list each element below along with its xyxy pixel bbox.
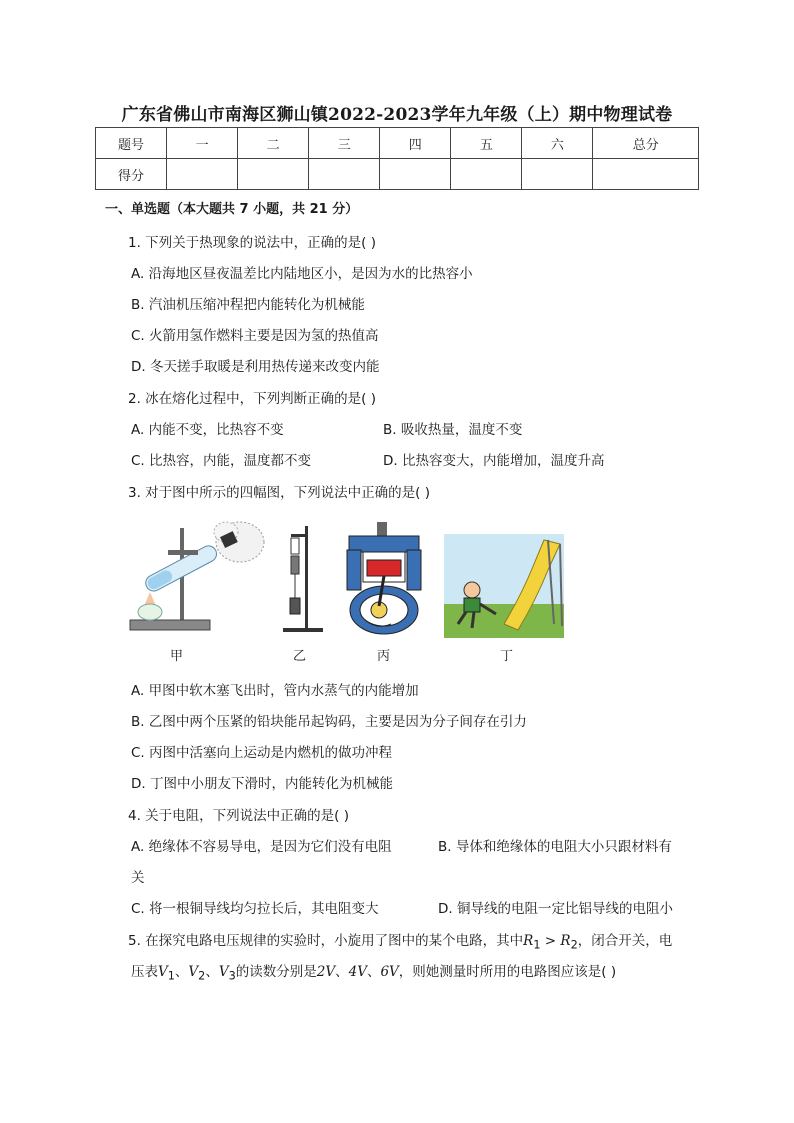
q5-stem-line2 bbox=[131, 960, 616, 983]
score-cell[interactable] bbox=[309, 159, 380, 190]
q5-stem-line1 bbox=[128, 929, 672, 952]
q5-reading-1: 2V bbox=[316, 964, 336, 980]
figure-jia-test-tube bbox=[128, 520, 268, 638]
q5-voltmeter-v3: V bbox=[218, 964, 229, 980]
q3-option-a: A. 甲图中软木塞飞出时，管内水蒸气的内能增加 bbox=[131, 683, 419, 699]
score-header-cell: 二 bbox=[238, 128, 309, 159]
score-header-cell: 一 bbox=[167, 128, 238, 159]
figure-ding-slide bbox=[444, 534, 564, 638]
q1-stem: 1. 下列关于热现象的说法中，正确的是( ) bbox=[128, 235, 376, 251]
score-header-cell: 总分 bbox=[593, 128, 699, 159]
q5-v2-subscript: 2 bbox=[198, 969, 206, 983]
q2-option-a: A. 内能不变，比热容不变 bbox=[131, 422, 284, 438]
q3-caption-bing: 丙 bbox=[377, 649, 391, 664]
q4-option-b: B. 导体和绝缘体的电阻大小只跟材料有 bbox=[438, 839, 672, 855]
q5-v3-subscript: 3 bbox=[228, 969, 236, 983]
q5-reading-3: 6V bbox=[380, 964, 399, 980]
q4-stem: 4. 关于电阻，下列说法中正确的是( ) bbox=[128, 808, 349, 824]
section-heading: 一、单选题（本大题共 7 小题，共 21 分） bbox=[105, 202, 359, 217]
q5-voltmeter-v2: V bbox=[188, 964, 199, 980]
score-header-cell: 五 bbox=[451, 128, 522, 159]
q5-resistor-r2: R bbox=[560, 933, 571, 949]
score-cell[interactable] bbox=[167, 159, 238, 190]
q5-reading-2: 4V bbox=[348, 964, 367, 980]
page-title: 广东省佛山市南海区狮山镇2022-2023学年九年级（上）期中物理试卷 bbox=[121, 105, 673, 125]
q3-option-d: D. 丁图中小朋友下滑时，内能转化为机械能 bbox=[131, 776, 393, 792]
q1-option-a: A. 沿海地区昼夜温差比内陆地区小，是因为水的比热容小 bbox=[131, 266, 473, 282]
q5-stem-text: 的读数分别是 bbox=[235, 964, 317, 980]
q3-stem: 3. 对于图中所示的四幅图，下列说法中正确的是( ) bbox=[128, 485, 430, 501]
q2-option-d: D. 比热容变大，内能增加，温度升高 bbox=[383, 453, 605, 469]
q1-option-b: B. 汽油机压缩冲程把内能转化为机械能 bbox=[131, 297, 365, 313]
q5-r2-subscript: 2 bbox=[570, 938, 578, 952]
q3-caption-yi: 乙 bbox=[293, 649, 307, 664]
score-cell[interactable] bbox=[380, 159, 451, 190]
score-row-label: 得分 bbox=[96, 159, 167, 190]
q5-v1-subscript: 1 bbox=[167, 969, 175, 983]
q5-separator: 、 bbox=[174, 964, 189, 980]
q5-stem-text: 压表 bbox=[131, 964, 158, 980]
q4-option-c: C. 将一根铜导线均匀拉长后，其电阻变大 bbox=[131, 901, 379, 917]
score-header-cell: 题号 bbox=[96, 128, 167, 159]
q3-caption-ding: 丁 bbox=[500, 649, 514, 664]
q4-option-b-continuation: 关 bbox=[131, 870, 145, 886]
q5-r1-subscript: 1 bbox=[533, 938, 541, 952]
q3-option-b: B. 乙图中两个压紧的铅块能吊起钩码，主要是因为分子间存在引力 bbox=[131, 714, 527, 730]
figure-bing-engine bbox=[343, 520, 425, 638]
score-table bbox=[95, 127, 699, 190]
q2-option-c: C. 比热容，内能，温度都不变 bbox=[131, 453, 312, 469]
q5-separator: 、 bbox=[205, 964, 219, 980]
q5-gt-sign: > bbox=[540, 933, 561, 949]
score-cell[interactable] bbox=[238, 159, 309, 190]
q4-option-a: A. 绝缘体不容易导电，是因为它们没有电阻 bbox=[131, 839, 392, 855]
q1-option-c: C. 火箭用氢作燃料主要是因为氢的热值高 bbox=[131, 328, 379, 344]
score-table-header-row bbox=[96, 128, 699, 159]
q2-option-b: B. 吸收热量，温度不变 bbox=[383, 422, 523, 438]
q5-stem-text: ，闭合开关，电 bbox=[577, 933, 673, 949]
figure-yi-lead-blocks bbox=[277, 520, 327, 638]
q4-option-d: D. 铜导线的电阻一定比铝导线的电阻小 bbox=[438, 901, 673, 917]
q5-stem-text: ，则她测量时所用的电路图应该是( ) bbox=[398, 964, 617, 980]
q1-option-d: D. 冬天搓手取暖是利用热传递来改变内能 bbox=[131, 359, 380, 375]
q5-stem-text: 5. 在探究电路电压规律的实验时，小旋用了图中的某个电路，其中 bbox=[128, 933, 524, 949]
score-header-cell: 三 bbox=[309, 128, 380, 159]
q2-stem: 2. 冰在熔化过程中，下列判断正确的是( ) bbox=[128, 391, 376, 407]
q3-option-c: C. 丙图中活塞向上运动是内燃机的做功冲程 bbox=[131, 745, 393, 761]
score-cell[interactable] bbox=[593, 159, 699, 190]
q5-resistor-r1: R bbox=[523, 933, 534, 949]
q3-caption-jia: 甲 bbox=[170, 649, 184, 664]
score-cell[interactable] bbox=[522, 159, 593, 190]
q5-voltmeter-v1: V bbox=[158, 964, 168, 980]
score-header-cell: 六 bbox=[522, 128, 593, 159]
score-table-score-row bbox=[96, 159, 699, 190]
score-cell[interactable] bbox=[451, 159, 522, 190]
score-header-cell: 四 bbox=[380, 128, 451, 159]
q5-separator: 、 bbox=[366, 964, 381, 980]
q5-separator: 、 bbox=[335, 964, 349, 980]
